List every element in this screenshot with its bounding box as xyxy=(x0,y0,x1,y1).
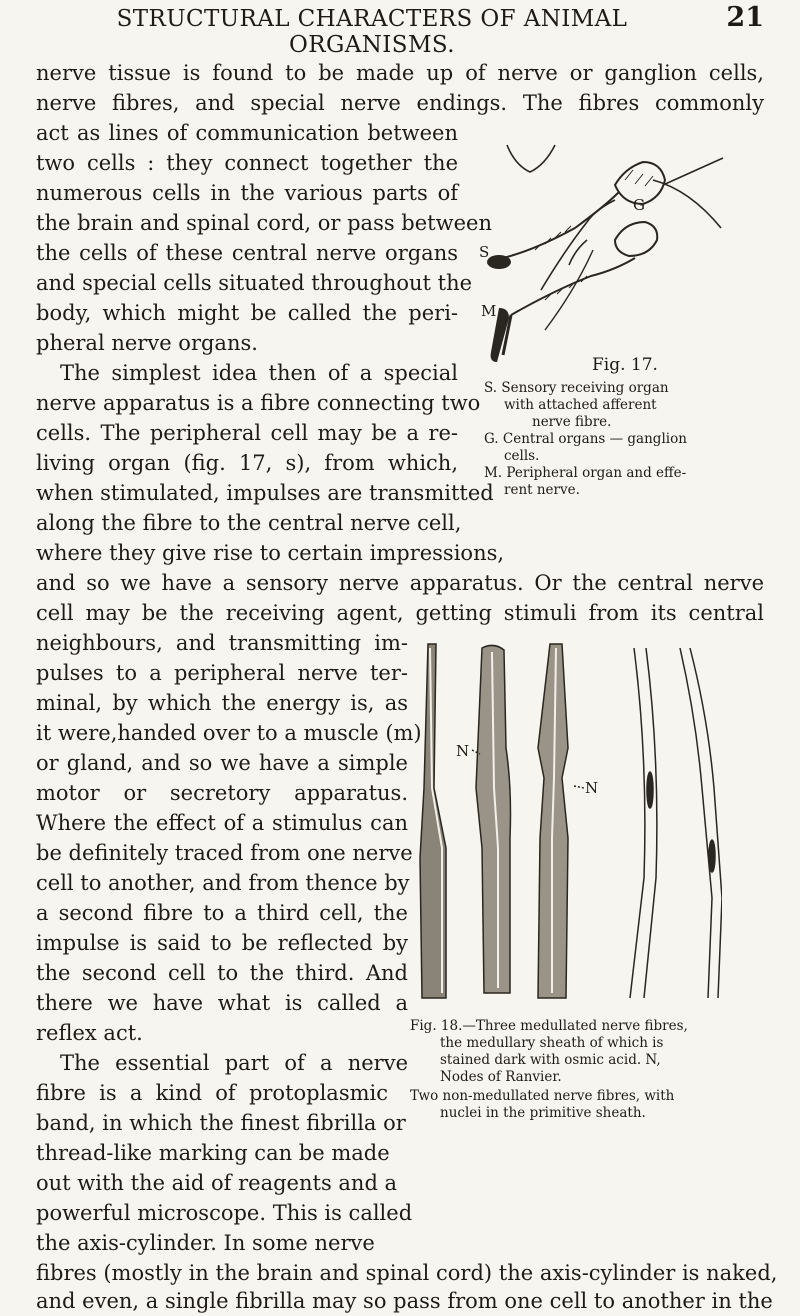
text-line: along the fibre to the central nerve cell, xyxy=(36,511,462,535)
text-line: it were,handed over to a muscle (m) xyxy=(36,721,422,745)
text-line: cell may be the receiving agent, getting stimuli from its central xyxy=(36,601,764,625)
fig17-legend-line: G. Central organs — ganglion xyxy=(484,431,687,447)
text-line: when stimulated, impulses are transmitted xyxy=(36,481,494,505)
fig18-label-n-right: N xyxy=(585,779,599,797)
fig17-legend-line: rent nerve. xyxy=(504,482,580,498)
text-line: neighbours, and transmitting im- xyxy=(36,631,408,655)
text-line: motor or secretory apparatus. xyxy=(36,781,408,805)
text-line: nerve tissue is found to be made up of nerve or ganglion cells, xyxy=(36,61,764,85)
text-line: there we have what is called a xyxy=(36,991,408,1015)
text-line: a second fibre to a third cell, the xyxy=(36,901,408,925)
text-line: numerous cells in the various parts of xyxy=(36,181,458,205)
text-line: and even, a single fibrilla may so pass from one cell to another in the xyxy=(36,1289,773,1313)
fig18-caption-line: stained dark with osmic acid. N, xyxy=(440,1052,661,1068)
fig17-label-m: M xyxy=(481,302,497,320)
fig18-caption-line: Fig. 18.—Three medullated nerve fibres, xyxy=(410,1018,688,1034)
text-line: reflex act. xyxy=(36,1021,143,1045)
text-line: thread-like marking can be made xyxy=(36,1141,390,1165)
fig17-legend-line: cells. xyxy=(504,448,540,464)
text-line: nerve fibres, and special nerve endings. The fibres commonly xyxy=(36,91,764,115)
running-title: STRUCTURAL CHARACTERS OF ANIMAL ORGANISMS. xyxy=(116,6,628,58)
text-line: pulses to a peripheral nerve ter- xyxy=(36,661,408,685)
text-line: two cells : they connect together the xyxy=(36,151,458,175)
text-line: band, in which the finest fibrilla or xyxy=(36,1111,406,1135)
text-line: cells. The peripheral cell may be a re- xyxy=(36,421,458,445)
fig17-legend-line: S. Sensory receiving organ xyxy=(484,380,669,396)
text-line: body, which might be called the peri- xyxy=(36,301,458,325)
fig17-legend-line: nerve fibre. xyxy=(532,414,612,430)
text-line: or gland, and so we have a simple xyxy=(36,751,408,775)
fig18-caption-line: nuclei in the primitive sheath. xyxy=(440,1105,646,1121)
fig18-caption-line: the medullary sheath of which is xyxy=(440,1035,664,1051)
page-number: 21 xyxy=(726,2,764,33)
text-line: Where the effect of a stimulus can xyxy=(36,811,408,835)
text-line: fibre is a kind of protoplasmic xyxy=(36,1081,388,1105)
text-line: where they give rise to certain impressions, xyxy=(36,541,505,565)
figure-18-drawing xyxy=(412,638,722,1010)
text-line: pheral nerve organs. xyxy=(36,331,258,355)
fig17-legend-line: M. Peripheral organ and effe- xyxy=(484,465,687,481)
fig18-caption-line: Nodes of Ranvier. xyxy=(440,1069,562,1085)
text-line: living organ (fig. 17, s), from which, xyxy=(36,451,458,475)
fig18-caption-line: Two non-medullated nerve fibres, with xyxy=(410,1088,675,1104)
text-line: nerve apparatus is a fibre connecting two xyxy=(36,391,481,415)
text-line: the axis-cylinder. In some nerve xyxy=(36,1231,375,1255)
text-line: and so we have a sensory nerve apparatus. Or the central nerve xyxy=(36,571,764,595)
figure-17-drawing xyxy=(475,140,755,370)
fig17-label-g: G xyxy=(633,196,645,214)
text-line: The essential part of a nerve xyxy=(60,1051,408,1075)
text-line: the brain and spinal cord, or pass between xyxy=(36,211,492,235)
text-line: the cells of these central nerve organs xyxy=(36,241,458,265)
fig17-legend-line: with attached afferent xyxy=(504,397,657,413)
text-line: fibres (mostly in the brain and spinal cord) the axis-cylinder is naked, xyxy=(36,1261,778,1285)
text-line: The simplest idea then of a special xyxy=(60,361,458,385)
text-line: and special cells situated throughout the xyxy=(36,271,473,295)
text-line: impulse is said to be reflected by xyxy=(36,931,408,955)
text-line: powerful microscope. This is called xyxy=(36,1201,413,1225)
text-line: act as lines of communication between xyxy=(36,121,458,145)
fig17-label-s: S xyxy=(479,243,490,261)
fig17-title: Fig. 17. xyxy=(592,355,658,375)
text-line: minal, by which the energy is, as xyxy=(36,691,408,715)
text-line: the second cell to the third. And xyxy=(36,961,408,985)
fig18-label-n-left: N xyxy=(456,742,470,760)
text-line: be definitely traced from one nerve xyxy=(36,841,413,865)
text-line: out with the aid of reagents and a xyxy=(36,1171,398,1195)
text-line: cell to another, and from thence by xyxy=(36,871,410,895)
